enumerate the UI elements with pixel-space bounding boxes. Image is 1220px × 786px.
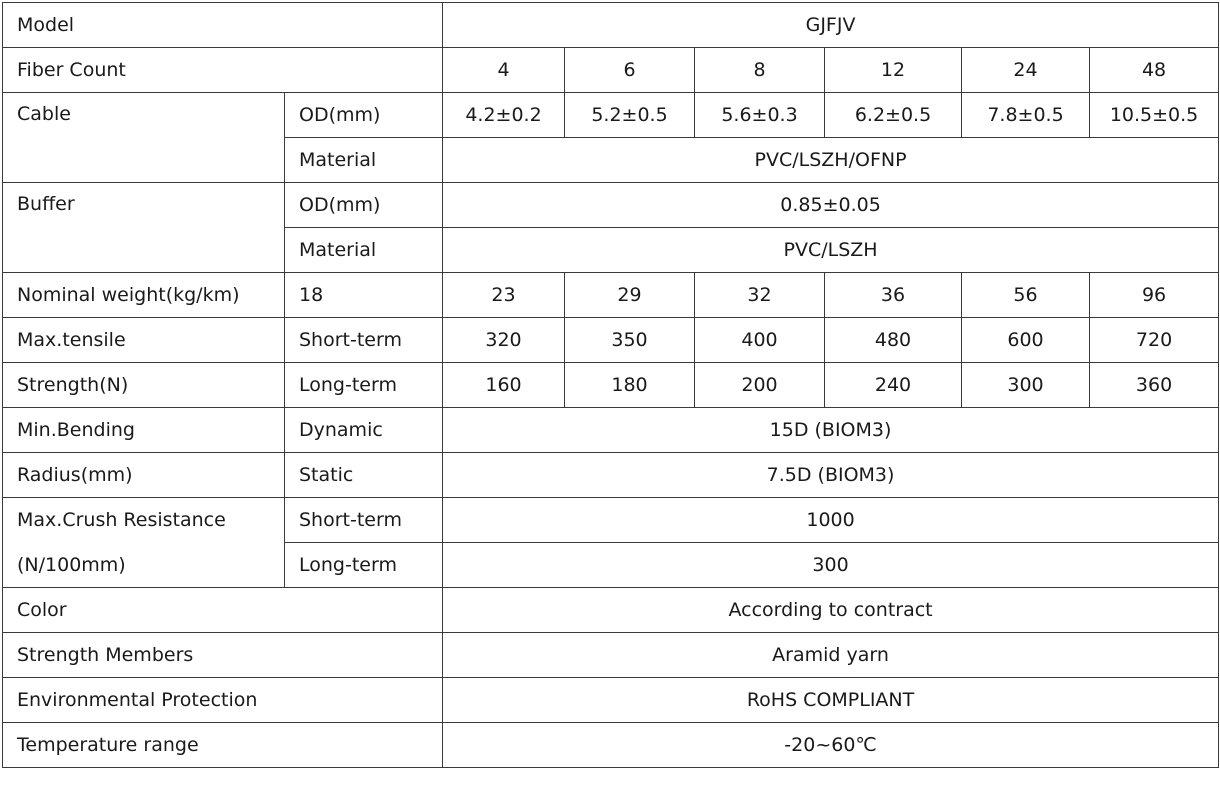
- tensile-short-label: Short-term: [285, 318, 443, 363]
- tensile-label-line1: Max.tensile: [3, 318, 285, 363]
- row-crush-short: [3, 498, 1219, 543]
- fiber-count-cell: 6: [565, 48, 695, 93]
- crush-short-value: 1000: [443, 498, 1219, 543]
- row-strength-members: [3, 633, 1219, 678]
- nominal-weight-label: Nominal weight(kg/km): [3, 273, 285, 318]
- row-cable-od: [3, 93, 1219, 138]
- row-environmental: [3, 678, 1219, 723]
- row-model: [3, 3, 1219, 48]
- nominal-weight-cell: 96: [1090, 273, 1219, 318]
- strength-members-value: Aramid yarn: [443, 633, 1219, 678]
- tensile-short-cell: 320: [443, 318, 565, 363]
- nominal-weight-cell: 32: [695, 273, 825, 318]
- row-tensile-long: [3, 363, 1219, 408]
- tensile-short-cell: 350: [565, 318, 695, 363]
- cable-label: Cable: [3, 93, 285, 183]
- buffer-od-value: 0.85±0.05: [443, 183, 1219, 228]
- tensile-long-cell: 300: [962, 363, 1090, 408]
- cable-material-value: PVC/LSZH/OFNP: [443, 138, 1219, 183]
- cable-od-cell: 10.5±0.5: [1090, 93, 1219, 138]
- nominal-weight-cell: 56: [962, 273, 1090, 318]
- cable-od-cell: 5.6±0.3: [695, 93, 825, 138]
- row-nominal-weight: [3, 273, 1219, 318]
- cable-od-cell: 4.2±0.2: [443, 93, 565, 138]
- crush-long-value: 300: [443, 543, 1219, 588]
- nominal-weight-cell: 36: [825, 273, 962, 318]
- tensile-label-line2: Strength(N): [3, 363, 285, 408]
- nominal-weight-cell: 18: [285, 273, 443, 318]
- environmental-value: RoHS COMPLIANT: [443, 678, 1219, 723]
- bending-dynamic-label: Dynamic: [285, 408, 443, 453]
- cable-od-cell: 7.8±0.5: [962, 93, 1090, 138]
- tensile-long-cell: 360: [1090, 363, 1219, 408]
- fiber-count-cell: 12: [825, 48, 962, 93]
- tensile-long-cell: 200: [695, 363, 825, 408]
- buffer-material-value: PVC/LSZH: [443, 228, 1219, 273]
- crush-label-line2: (N/100mm): [3, 543, 285, 588]
- cable-od-label: OD(mm): [285, 93, 443, 138]
- bending-static-label: Static: [285, 453, 443, 498]
- temperature-label: Temperature range: [3, 723, 443, 768]
- row-color: [3, 588, 1219, 633]
- tensile-long-cell: 160: [443, 363, 565, 408]
- nominal-weight-cell: 29: [565, 273, 695, 318]
- environmental-label: Environmental Protection: [3, 678, 443, 723]
- nominal-weight-cell: 23: [443, 273, 565, 318]
- fiber-count-cell: 48: [1090, 48, 1219, 93]
- color-label: Color: [3, 588, 443, 633]
- cable-od-cell: 5.2±0.5: [565, 93, 695, 138]
- model-value: GJFJV: [443, 3, 1219, 48]
- buffer-od-label: OD(mm): [285, 183, 443, 228]
- row-buffer-od: [3, 183, 1219, 228]
- tensile-short-cell: 720: [1090, 318, 1219, 363]
- temperature-value: -20~60℃: [443, 723, 1219, 768]
- row-temperature: [3, 723, 1219, 768]
- tensile-short-cell: 600: [962, 318, 1090, 363]
- bending-label-line1: Min.Bending: [3, 408, 285, 453]
- cable-od-cell: 6.2±0.5: [825, 93, 962, 138]
- fiber-count-label: Fiber Count: [3, 48, 443, 93]
- row-crush-long: [3, 543, 1219, 588]
- cable-material-label: Material: [285, 138, 443, 183]
- bending-static-value: 7.5D (BIOM3): [443, 453, 1219, 498]
- crush-label-line1: Max.Crush Resistance: [3, 498, 285, 543]
- buffer-label: Buffer: [3, 183, 285, 273]
- cable-spec-table: [2, 2, 1219, 768]
- row-tensile-short: [3, 318, 1219, 363]
- buffer-material-label: Material: [285, 228, 443, 273]
- bending-dynamic-value: 15D (BIOM3): [443, 408, 1219, 453]
- strength-members-label: Strength Members: [3, 633, 443, 678]
- row-fiber-count: [3, 48, 1219, 93]
- tensile-short-cell: 480: [825, 318, 962, 363]
- crush-short-label: Short-term: [285, 498, 443, 543]
- fiber-count-cell: 24: [962, 48, 1090, 93]
- tensile-long-label: Long-term: [285, 363, 443, 408]
- row-bending-static: [3, 453, 1219, 498]
- row-bending-dynamic: [3, 408, 1219, 453]
- bending-label-line2: Radius(mm): [3, 453, 285, 498]
- fiber-count-cell: 8: [695, 48, 825, 93]
- tensile-short-cell: 400: [695, 318, 825, 363]
- color-value: According to contract: [443, 588, 1219, 633]
- tensile-long-cell: 180: [565, 363, 695, 408]
- crush-long-label: Long-term: [285, 543, 443, 588]
- tensile-long-cell: 240: [825, 363, 962, 408]
- model-label: Model: [3, 3, 443, 48]
- fiber-count-cell: 4: [443, 48, 565, 93]
